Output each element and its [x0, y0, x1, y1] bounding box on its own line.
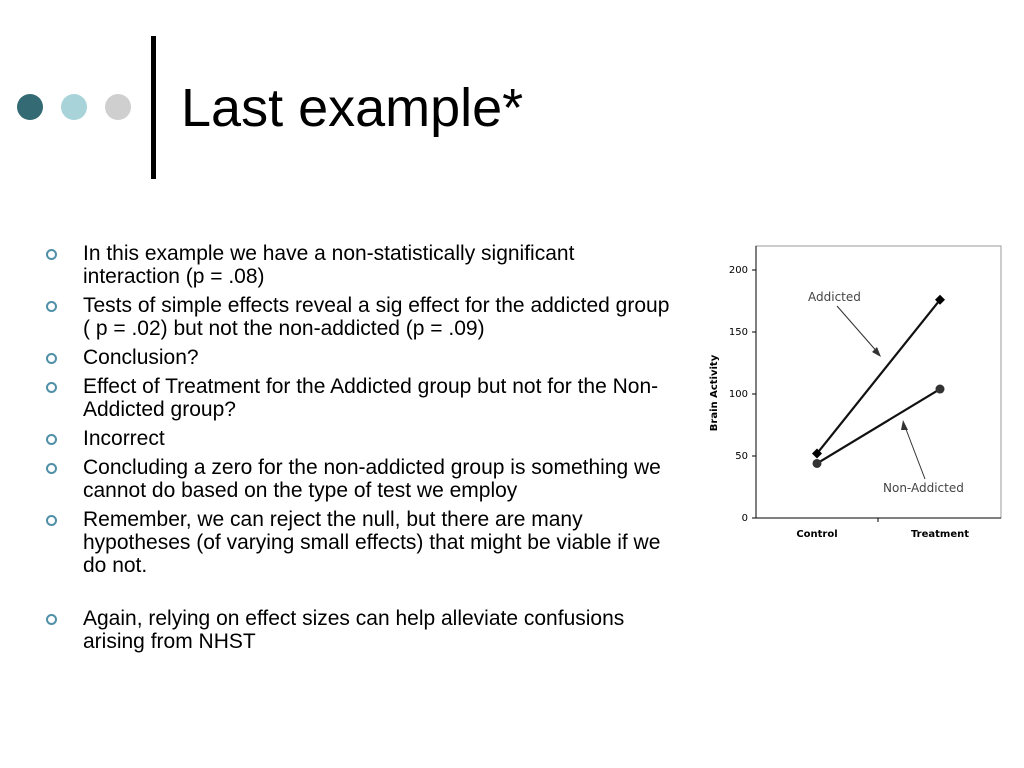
bullet-marker-icon: [46, 301, 57, 312]
y-tick-label: 0: [741, 513, 748, 524]
plot-frame: [756, 246, 1001, 518]
y-axis-label: Brain Activity: [709, 354, 720, 432]
annotation-non-addicted: Non-Addicted: [883, 481, 964, 495]
bullet-marker-icon: [46, 249, 57, 260]
bullet-item: [46, 508, 676, 577]
x-ticks: [796, 518, 969, 540]
bullet-item: [46, 456, 676, 502]
bullet-text: Tests of simple effects reveal a sig effect for the addicted group ( p = .02) but not the non-addicted (p = .09): [83, 294, 670, 340]
slide-title: Last example*: [181, 78, 524, 138]
decor-dot-teal: [61, 94, 87, 120]
bullet-item: [46, 427, 676, 450]
bullet-item: [46, 242, 676, 288]
decor-dot-gray: [105, 94, 131, 120]
title-divider: [151, 36, 156, 179]
y-tick-label: 100: [728, 389, 748, 400]
bullet-list: [46, 242, 676, 659]
data-point-circle: [936, 385, 945, 394]
bullet-item: [46, 607, 676, 653]
annotation-addicted: Addicted: [808, 290, 861, 304]
x-tick-label: Treatment: [910, 529, 970, 540]
bullet-text: In this example we have a non-statistically significant interaction (p = .08): [83, 242, 575, 288]
bullet-item: [46, 294, 676, 340]
x-tick-label: Control: [796, 529, 838, 540]
bullet-marker-icon: [46, 382, 57, 393]
bullet-text: Incorrect: [83, 427, 165, 450]
bullet-text: Again, relying on effect sizes can help alleviate confusions arising from NHST: [83, 607, 625, 653]
y-tick-label: 50: [735, 451, 748, 462]
y-tick-label: 200: [728, 265, 748, 276]
bullet-marker-icon: [46, 463, 57, 474]
bullet-item: [46, 346, 676, 369]
bullet-item: [46, 375, 676, 421]
bullet-marker-icon: [46, 614, 57, 625]
bullet-marker-icon: [46, 353, 57, 364]
bullet-text: Concluding a zero for the non-addicted group is something we cannot do based on the type of test we employ: [83, 456, 661, 502]
y-ticks: [729, 265, 756, 524]
data-point-circle: [813, 459, 822, 468]
interaction-line-chart: [700, 240, 1010, 550]
bullet-text: Remember, we can reject the null, but there are many hypotheses (of varying small effects) that might be viable if we do not.: [83, 508, 661, 577]
bullet-text: Effect of Treatment for the Addicted group but not for the Non-Addicted group?: [83, 375, 659, 421]
y-tick-label: 150: [728, 327, 748, 338]
decor-dot-dark: [17, 94, 43, 120]
bullet-marker-icon: [46, 434, 57, 445]
bullet-marker-icon: [46, 515, 57, 526]
bullet-text: Conclusion?: [83, 346, 199, 369]
